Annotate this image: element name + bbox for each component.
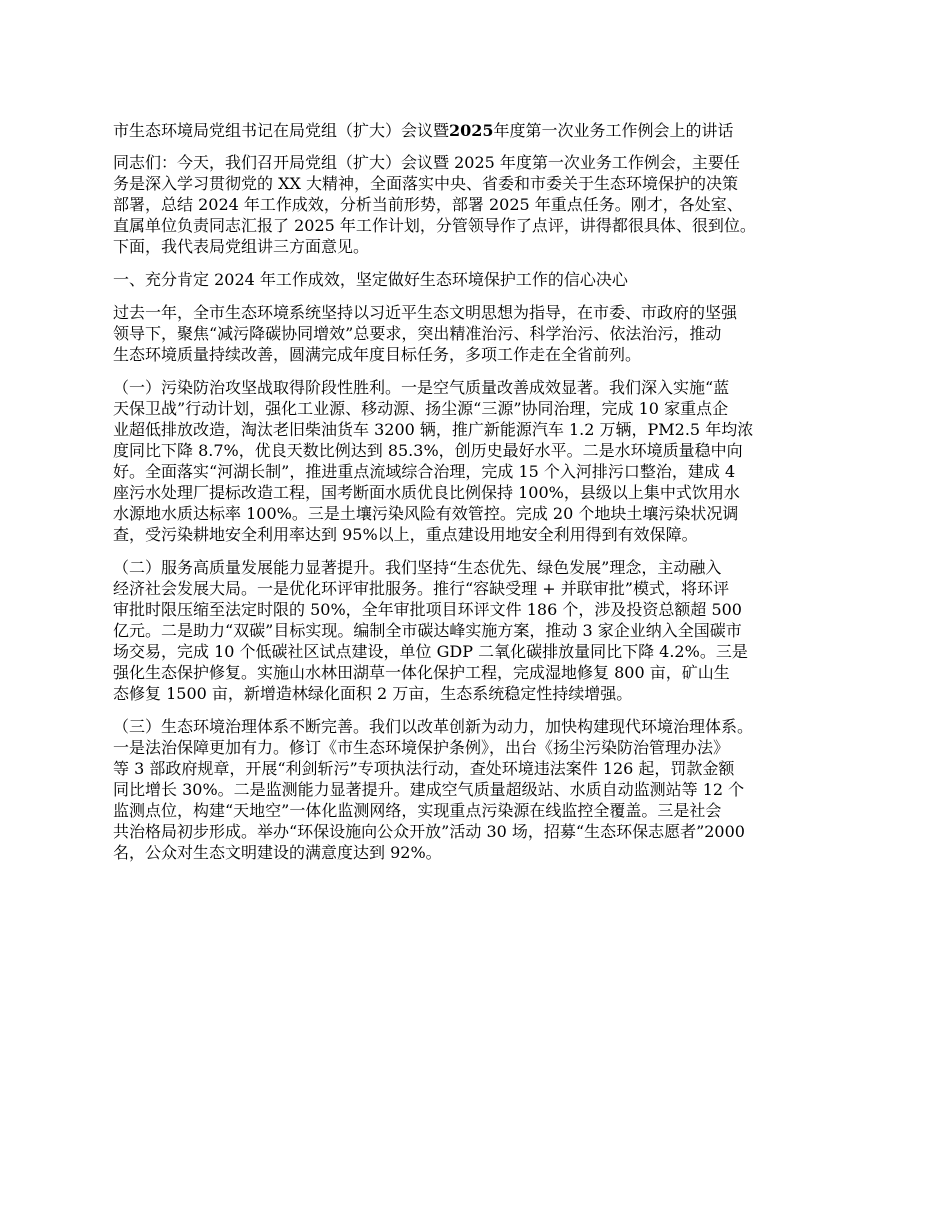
section-1-intro-paragraph: 过去一年，全市生态环境系统坚持以习近平生态文明思想为指导，在市委、市政府的坚强 领导下，聚焦“减污降碳协同增效”总要求，突出精准治污、科学治污、依法治污，推动 生态环境质量持续改善，圆满完成年度目标任务，多项工作走在全省前列。 bbox=[113, 303, 738, 364]
opening-paragraph: 同志们：今天，我们召开局党组（扩大）会议暨 2025 年度第一次业务工作例会，主要任 务是深入学习贯彻党的 XX 大精神，全面落实中央、省委和市委关于生态环境保护的决策 部署，总结 2024 年工作成效，分析当前形势，部署 2025 年重点任务。刚才，各处室、 直属单位负责同志汇报了 2025 年工作计划，分管领导作了点评，讲得都很具体、很到位。 下面，我代表局党组讲三方面意见。 bbox=[113, 153, 756, 256]
title-prefix: 市生态环境局党组书记在局党组（扩大）会议暨 bbox=[113, 121, 450, 140]
document-page bbox=[113, 120, 853, 875]
document-title bbox=[113, 120, 853, 141]
subsection-1-paragraph: （一）污染防治攻坚战取得阶段性胜利。一是空气质量改善成效显著。我们深入实施“蓝 天保卫战”行动计划，强化工业源、移动源、扬尘源“三源”协同治理，完成 10 家重点企 业超低排放改造，淘汰老旧柴油货车 3200 辆，推广新能源汽车 1.2 万辆，PM2.5 年均浓 度同比下降 8.7%，优良天数比例达到 85.3%，创历史最好水平。二是水环境质量稳中向 好。全面落实“河湖长制”，推进重点流域综合治理，完成 15 个入河排污口整治，建成 4 座污水处理厂提标改造工程，国考断面水质优良比例保持 100%，县级以上集中式饮用水 水源地水质达标率 100%。三是土壤污染风险有效管控。完成 20 个地块土壤污染状况调 查，受污染耕地安全利用率达到 95%以上，重点建设用地安全利用得到有效保障。 bbox=[113, 378, 754, 544]
section-heading-1: 一、充分肯定 2024 年工作成效，坚定做好生态环境保护工作的信心决心 bbox=[113, 270, 628, 289]
subsection-2-paragraph: （二）服务高质量发展能力显著提升。我们坚持“生态优先、绿色发展”理念，主动融入 经济社会发展大局。一是优化环评审批服务。推行“容缺受理 + 并联审批”模式，将环评 审批时限压缩至法定时限的 50%，全年审批项目环评文件 186 个，涉及投资总额超 500 亿元。二是助力“双碳”目标实现。编制全市碳达峰实施方案，推动 3 家企业纳入全国碳市 场交易，完成 10 个低碳社区试点建设，单位 GDP 二氧化碳排放量同比下降 4.2%。三是 强化生态保护修复。实施山水林田湖草一体化保护工程，完成湿地修复 800 亩，矿山生 态修复 1500 亩，新增造林绿化面积 2 万亩，生态系统稳定性持续增强。 bbox=[113, 558, 748, 703]
title-suffix: 年度第一次业务工作例会上的讲话 bbox=[493, 121, 734, 140]
subsection-3-paragraph: （三）生态环境治理体系不断完善。我们以改革创新为动力，加快构建现代环境治理体系。 一是法治保障更加有力。修订《市生态环境保护条例》，出台《扬尘污染防治管理办法》 等 3 部政府规章，开展“利剑斩污”专项执法行动，查处环境违法案件 126 起，罚款金额 同比增长 30%。二是监测能力显著提升。建成空气质量超级站、水质自动监测站等 12 个 监测点位，构建“天地空”一体化监测网络，实现重点污染源在线监控全覆盖。三是社会 共治格局初步形成。举办“环保设施向公众开放”活动 30 场，招募“生态环保志愿者”2000 名，公众对生态文明建设的满意度达到 92%。 bbox=[113, 717, 754, 862]
title-year: 2025 bbox=[449, 121, 494, 140]
